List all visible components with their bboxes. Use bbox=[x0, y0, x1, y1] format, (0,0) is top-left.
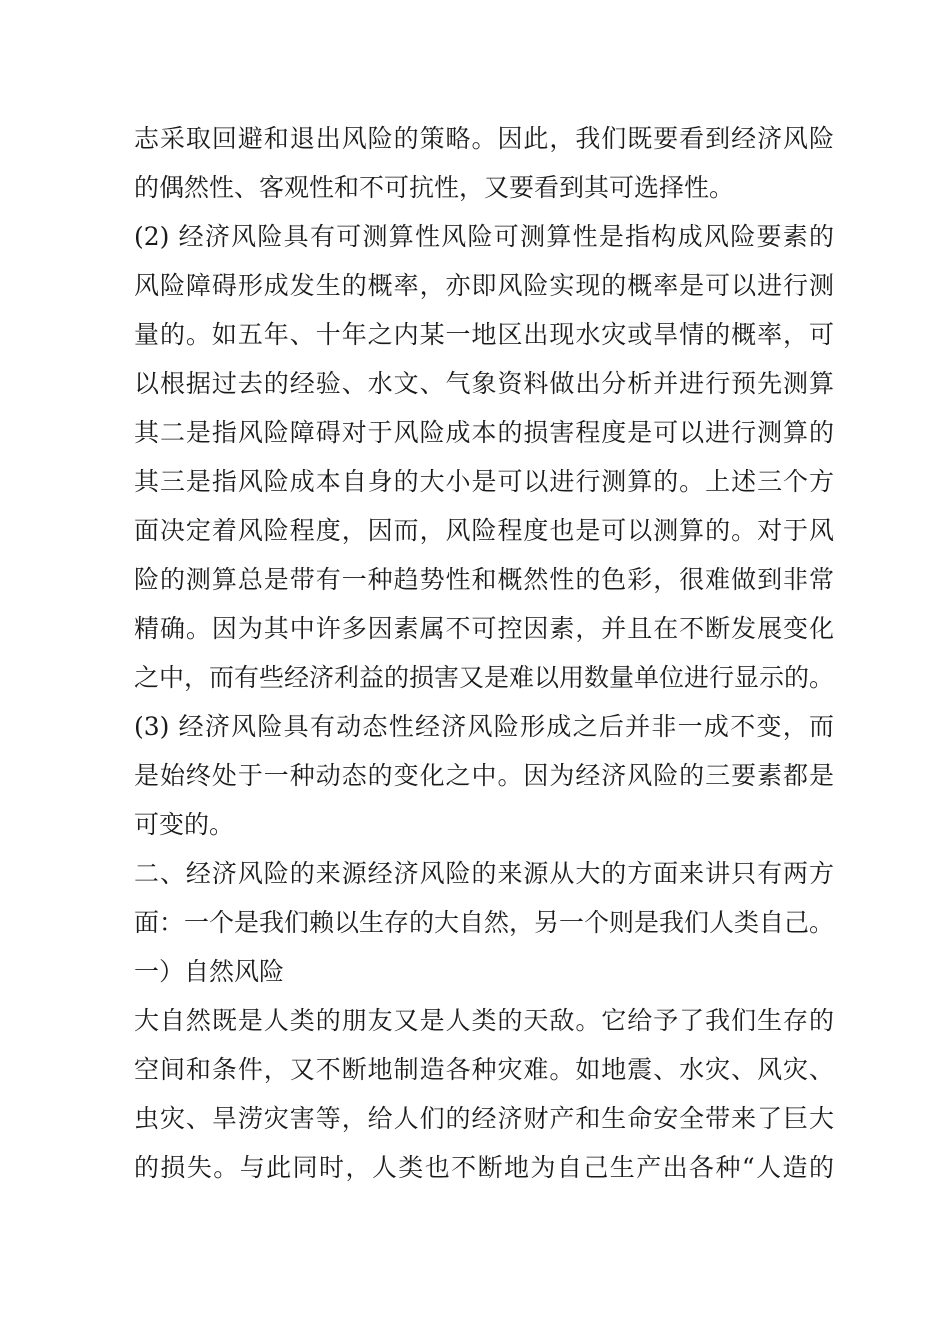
text-line: 大自然既是人类的朋友又是人类的天敌。它给予了我们生存的 bbox=[134, 1006, 834, 1035]
text-line: 是始终处于一种动态的变化之中。因为经济风险的三要素都是 bbox=[134, 761, 834, 790]
text-line: 其三是指风险成本自身的大小是可以进行测算的。上述三个方 bbox=[134, 467, 834, 496]
text-line: 面：一个是我们赖以生存的大自然，另一个则是我们人类自己。 bbox=[134, 908, 835, 937]
text-line: 的偶然性、客观性和不可抗性，又要看到其可选择性。 bbox=[134, 173, 735, 202]
text-line: 风险障碍形成发生的概率，亦即风险实现的概率是可以进行测 bbox=[134, 271, 834, 300]
text-line: 虫灾、旱涝灾害等，给人们的经济财产和生命安全带来了巨大 bbox=[134, 1104, 834, 1133]
text-line: 险的测算总是带有一种趋势性和概然性的色彩，很难做到非常 bbox=[134, 565, 834, 594]
text-line: 一）自然风险 bbox=[134, 957, 285, 986]
text-line: 量的。如五年、十年之内某一地区出现水灾或旱情的概率，可 bbox=[134, 320, 834, 349]
text-line: 面决定着风险程度，因而，风险程度也是可以测算的。对于风 bbox=[134, 516, 834, 545]
text-line: 志采取回避和退出风险的策略。因此，我们既要看到经济风险 bbox=[134, 124, 834, 153]
text-line: 其二是指风险障碍对于风险成本的损害程度是可以进行测算的 bbox=[134, 418, 834, 447]
text-line: 之中，而有些经济利益的损害又是难以用数量单位进行显示的。 bbox=[134, 663, 835, 692]
document-body bbox=[134, 114, 834, 1192]
text-line: 精确。因为其中许多因素属不可控因素，并且在不断发展变化 bbox=[134, 614, 834, 643]
text-line: 空间和条件，又不断地制造各种灾难。如地震、水灾、风灾、 bbox=[134, 1055, 834, 1084]
text-line: 以根据过去的经验、水文、气象资料做出分析并进行预先测算 bbox=[134, 369, 834, 398]
text-line: 的损失。与此同时，人类也不断地为自己生产出各种“人造的 bbox=[134, 1153, 834, 1182]
text-line: 可变的。 bbox=[134, 810, 235, 839]
text-line: (3) 经济风险具有动态性经济风险形成之后并非一成不变，而 bbox=[134, 712, 834, 741]
text-line: (2) 经济风险具有可测算性风险可测算性是指构成风险要素的 bbox=[134, 222, 834, 251]
text-line: 二、经济风险的来源经济风险的来源从大的方面来讲只有两方 bbox=[134, 859, 834, 888]
